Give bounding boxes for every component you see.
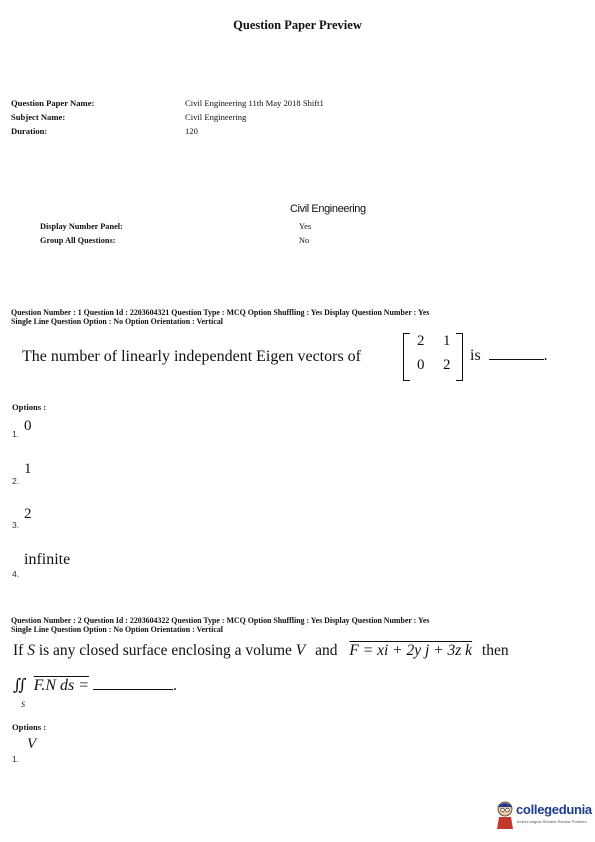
options-label: Options :: [12, 402, 47, 412]
group-questions-label: Group All Questions:: [40, 236, 116, 245]
duration-label: Duration:: [11, 126, 48, 136]
question-2-text: [13, 642, 573, 660]
matrix-cell: 0: [417, 357, 425, 373]
option-number: 2.: [12, 476, 20, 486]
logo-wordmark: collegedunia: [516, 802, 592, 817]
option-number: 1.: [12, 429, 20, 439]
display-panel-value: Yes: [299, 222, 312, 231]
option-value: 2: [24, 506, 32, 522]
logo-tagline: India's largest Student Review Platform: [517, 819, 587, 824]
matrix-left-bracket: [403, 333, 410, 381]
question-1-matrix: [403, 333, 463, 379]
page-title: Question Paper Preview: [233, 18, 362, 32]
question-2-header-line1: Question Number : 2 Question Id : 2203604322 Question Type : MCQ Option Shuffling : Yes Display Question Number : Yes: [11, 616, 430, 625]
question-2-integral: [13, 675, 177, 695]
question-1-text: The number of linearly independent Eigen vectors of: [22, 348, 361, 365]
question-2-header: [11, 616, 586, 634]
option-number: 1.: [12, 754, 20, 764]
q2-vector-f: F = xi + 2y j + 3z k: [349, 642, 473, 659]
q2-text-part: is any closed surface enclosing a volume: [38, 642, 292, 659]
blank-dot: .: [173, 677, 178, 694]
paper-name-label: Question Paper Name:: [11, 98, 95, 108]
double-integral-symbol: ∬: [13, 677, 27, 694]
q2-text-and: and: [315, 642, 338, 659]
mascot-icon: [495, 800, 515, 830]
matrix-right-bracket: [456, 333, 463, 381]
answer-blank: [93, 689, 173, 690]
subject-value: Civil Engineering: [185, 112, 247, 122]
matrix-cell: 1: [443, 333, 451, 349]
duration-value: 120: [185, 126, 198, 136]
group-questions-value: No: [299, 236, 310, 245]
q2-text-then: then: [481, 642, 509, 659]
display-panel-label: Display Number Panel:: [40, 222, 123, 231]
paper-name-value: Civil Engineering 11th May 2018 Shift1: [185, 98, 324, 108]
options-label: Options :: [12, 722, 47, 732]
answer-blank: [489, 359, 544, 360]
question-1-header-line1: Question Number : 1 Question Id : 2203604321 Question Type : MCQ Option Shuffling : Yes Display Question Number : Yes: [11, 308, 430, 317]
q2-text-v: V: [295, 642, 306, 659]
question-1-suffix: [470, 347, 548, 365]
option-number: 3.: [12, 520, 20, 530]
subject-label: Subject Name:: [11, 112, 66, 122]
option-value: V: [27, 736, 37, 752]
option-value: infinite: [24, 551, 71, 568]
option-value: 0: [24, 418, 32, 434]
blank-dot: .: [543, 347, 548, 364]
question-2-header-line2: Single Line Question Option : No Option Orientation : Vertical: [11, 625, 223, 634]
question-1-header-line2: Single Line Question Option : No Option Orientation : Vertical: [11, 317, 223, 326]
section-name: Civil Engineering: [290, 203, 366, 215]
q2-text-if: If: [13, 642, 24, 659]
integrand: F.N ds =: [33, 677, 90, 694]
question-1-header: [11, 308, 586, 326]
matrix-cell: 2: [417, 333, 425, 349]
matrix-cell: 2: [443, 357, 451, 373]
q2-text-s: S: [27, 642, 35, 659]
option-number: 4.: [12, 569, 20, 579]
option-value: 1: [24, 461, 32, 477]
integral-subscript: S: [21, 700, 25, 709]
collegedunia-logo: [495, 800, 592, 832]
question-1-is: is: [470, 347, 481, 364]
